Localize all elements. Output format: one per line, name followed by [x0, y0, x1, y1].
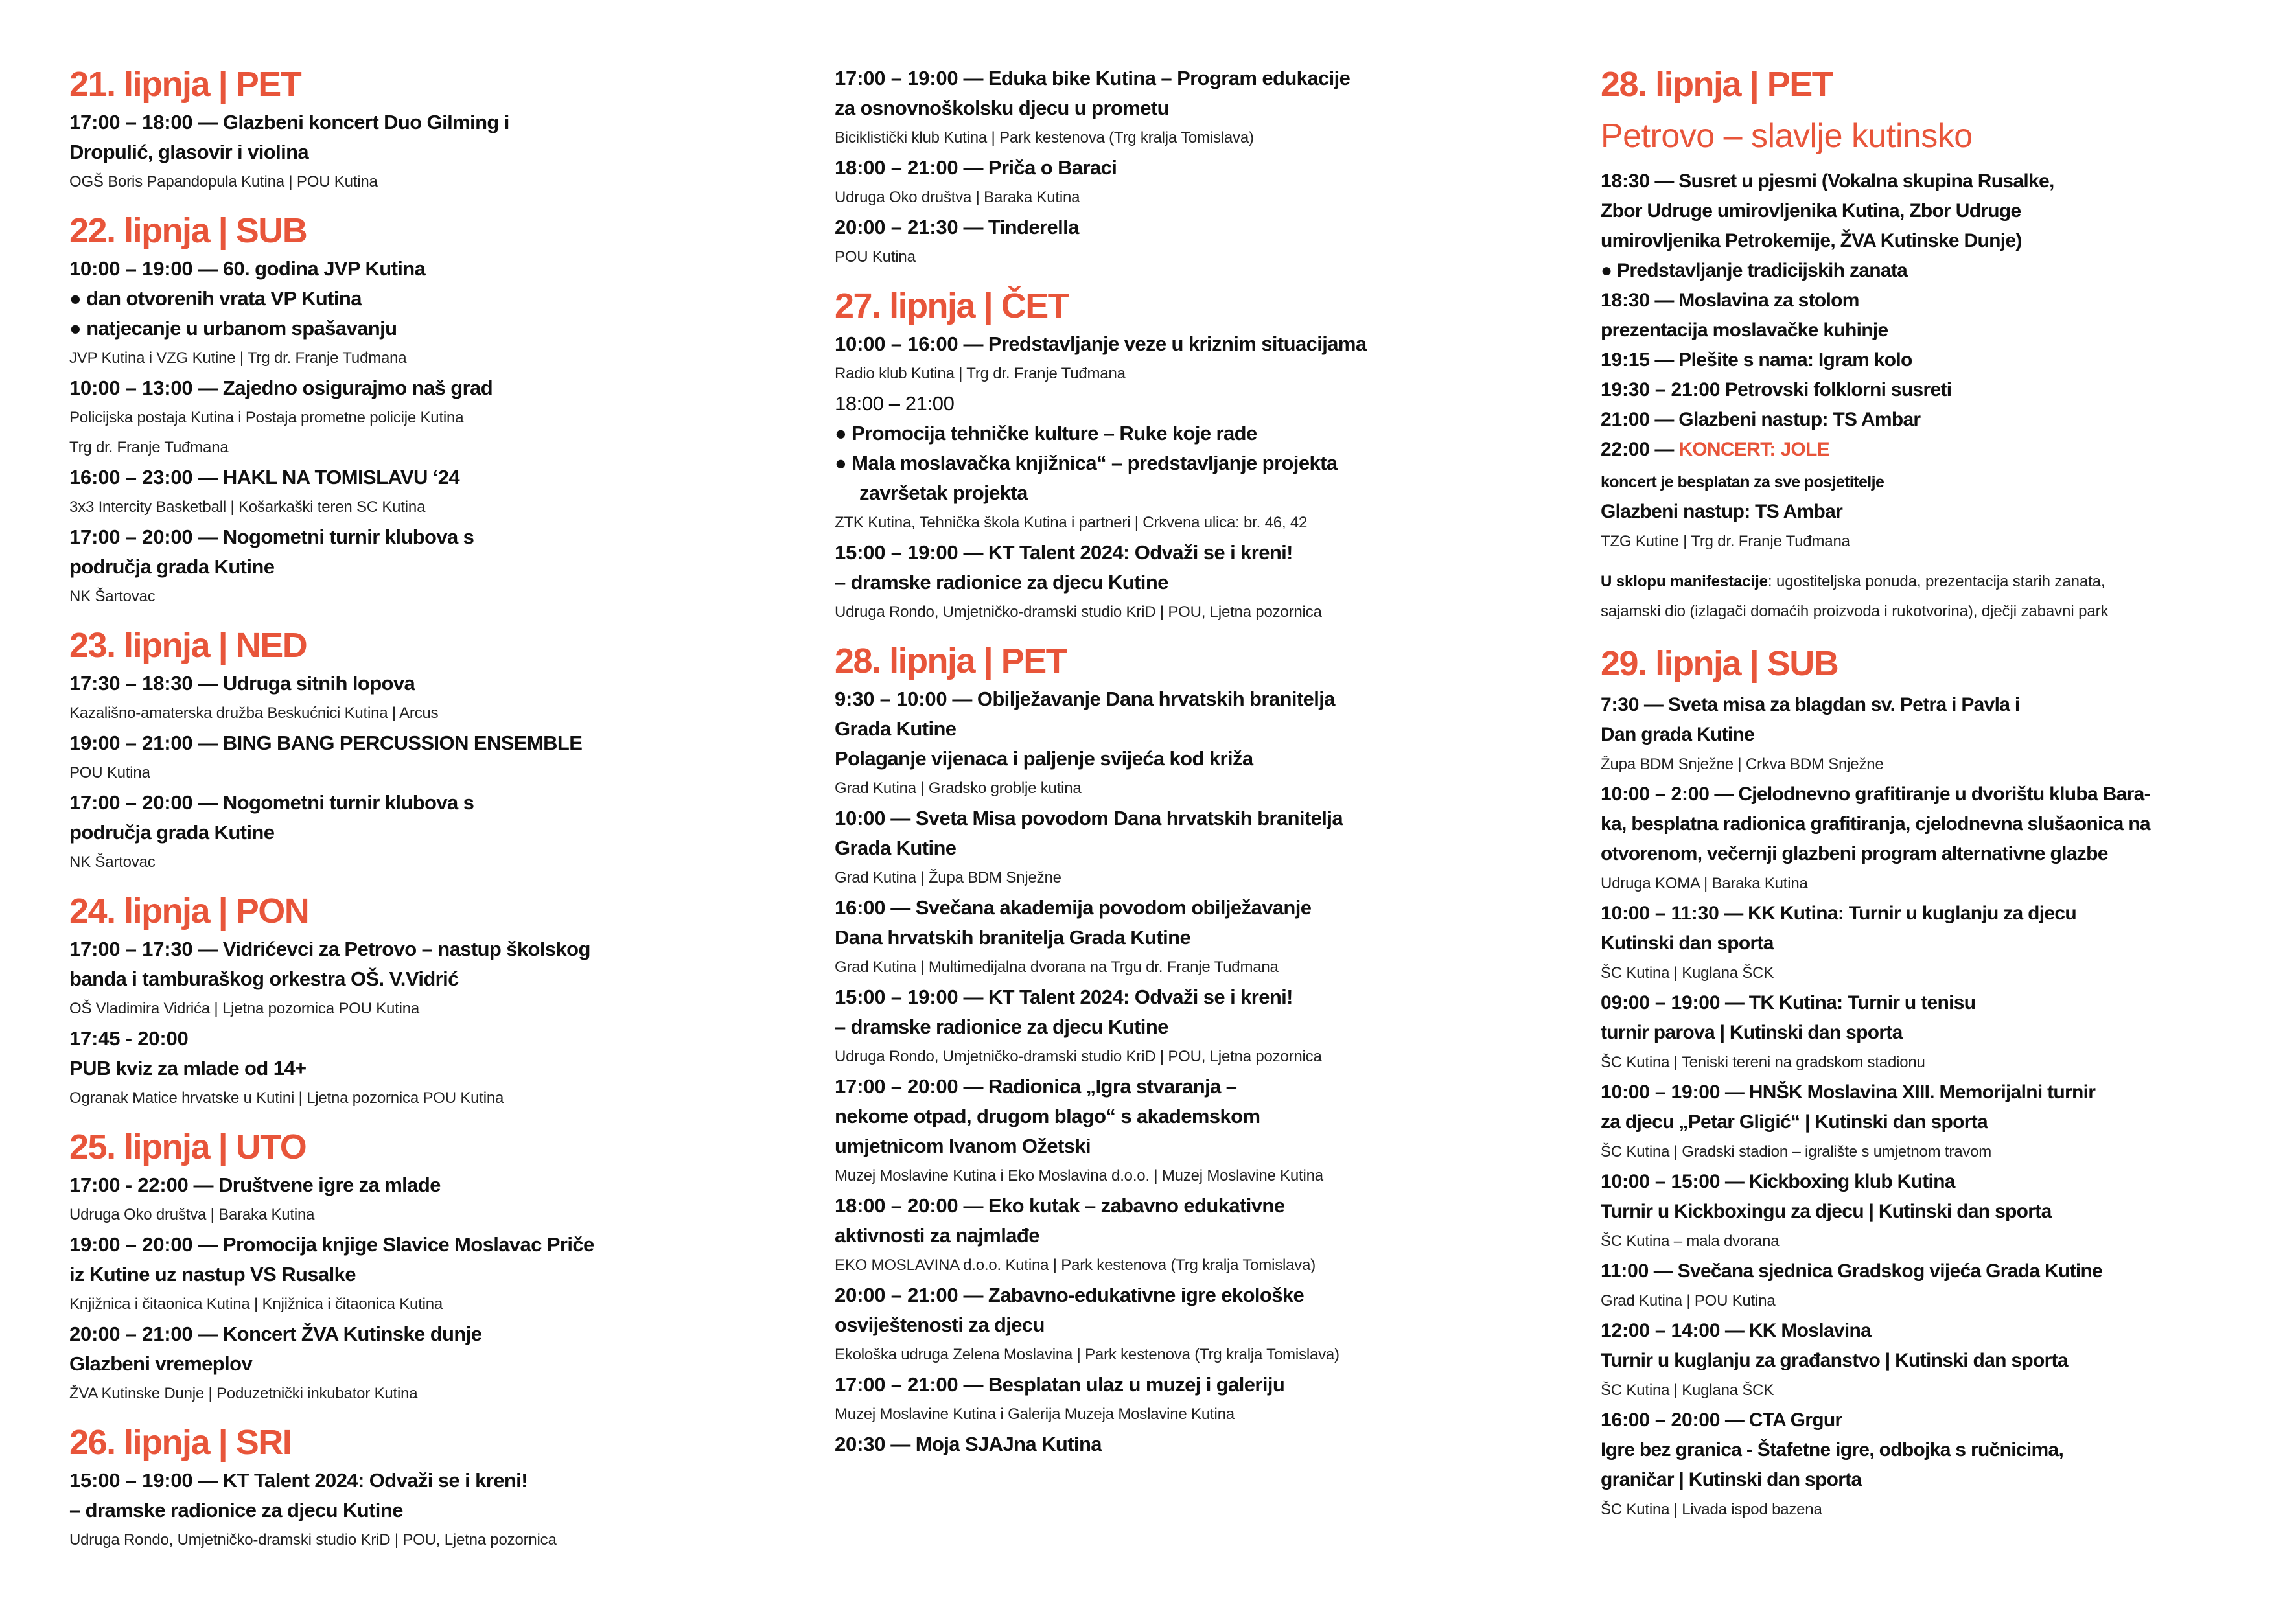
event-time: 19:00 – 20:00 — [69, 1233, 193, 1256]
day-header: 21. lipnja | PET — [69, 65, 301, 104]
event-venue: Muzej Moslavine Kutina i Galerija Muzeja Moslavine Kutina — [835, 1405, 1235, 1423]
event-title-row — [1601, 780, 2291, 809]
event-time: 16:00 — [835, 896, 886, 919]
event-title: — Nogometni turnir klubova s — [192, 791, 474, 814]
event-venue: Grad Kutina | Gradsko groblje kutina — [835, 780, 1082, 797]
event-venue: 3x3 Intercity Basketball | Košarkaški teren SC Kutina — [69, 498, 426, 516]
event-title-row — [69, 934, 802, 964]
event-title-row — [1601, 286, 2291, 316]
schedule-column-right — [1601, 51, 2291, 1525]
event-title-row — [835, 1429, 1567, 1459]
event-title: — HNŠK Moslavina XIII. Memorijalni turnir — [1720, 1081, 2096, 1103]
event-title: — Susret u pjesmi (Vokalna skupina Rusalke, — [1649, 170, 2054, 192]
event-title-row — [69, 1230, 802, 1260]
event-description: ● natjecanje u urbanom spašavanju — [69, 317, 397, 340]
event-time: 21:00 — [1601, 409, 1650, 430]
event-title-row — [1601, 690, 2291, 720]
event-description: Polaganje vijenaca i paljenje svijeća kod križa — [835, 747, 1253, 770]
event-title-row — [69, 1170, 802, 1200]
event-title-row — [69, 463, 802, 492]
event-venue: Policijska postaja Kutina i Postaja prometne policije Kutina — [69, 409, 464, 426]
day-header: 26. lipnja | SRI — [69, 1423, 292, 1462]
event-title-row — [835, 804, 1567, 833]
event-venue: OŠ Vladimira Vidrića | Ljetna pozornica POU Kutina — [69, 1000, 420, 1017]
event-time: 16:00 – 23:00 — [69, 466, 193, 489]
event-title-row — [69, 1466, 802, 1496]
event-venue: Župa BDM Snježne | Crkva BDM Snježne — [1601, 756, 1884, 773]
day-header: 22. lipnja | SUB — [69, 211, 307, 250]
event-title-row — [1601, 1405, 2291, 1435]
event-title: — Kickboxing klub Kutina — [1720, 1171, 1955, 1192]
event-title: — Glazbeni koncert Duo Gilming i — [192, 111, 509, 133]
event-title-row — [69, 522, 802, 552]
event-description: iz Kutine uz nastup VS Rusalke — [69, 1263, 356, 1286]
event-title: — Cjelodnevno grafitiranje u dvorištu kluba Bara- — [1709, 783, 2150, 805]
event-title-row — [69, 1319, 802, 1349]
event-title: — Društvene igre za mlade — [188, 1173, 441, 1196]
event-description: turnir parova | Kutinski dan sporta — [1601, 1022, 1903, 1043]
event-description: prezentacija moslavačke kuhinje — [1601, 319, 1888, 341]
day-header: 28. lipnja | PET — [1601, 65, 1833, 104]
event-title-row — [835, 893, 1567, 923]
event-description: ● Predstavljanje tradicijskih zanata — [1601, 260, 1908, 281]
event-time: 22:00 — [1601, 439, 1650, 460]
event-title-row — [1601, 1078, 2291, 1107]
event-venue: EKO MOSLAVINA d.o.o. Kutina | Park kestenova (Trg kralja Tomislava) — [835, 1256, 1316, 1274]
event-venue: Knjižnica i čitaonica Kutina | Knjižnica i čitaonica Kutina — [69, 1295, 443, 1313]
event-description: PUB kviz za mlade od 14+ — [69, 1057, 307, 1080]
schedule-column-left — [69, 51, 802, 1555]
event-venue: NK Šartovac — [69, 853, 156, 871]
event-title-row — [1601, 1316, 2291, 1346]
manifestation-note: sajamski dio (izlagači domaćih proizvoda i rukotvorina), dječji zabavni park — [1601, 603, 2109, 620]
event-venue: POU Kutina — [69, 764, 150, 781]
event-description: aktivnosti za najmlađe — [835, 1224, 1039, 1247]
event-description: – dramske radionice za djecu Kutine — [835, 1015, 1168, 1038]
event-title-row — [1601, 988, 2291, 1018]
event-time: 10:00 — [835, 807, 886, 829]
event-description: osviještenosti za djecu — [835, 1313, 1045, 1336]
event-time: 20:00 – 21:00 — [835, 1284, 958, 1306]
event-venue: Udruga Rondo, Umjetničko-dramski studio KriD | POU, Ljetna pozornica — [835, 603, 1322, 621]
event-time: 17:00 – 20:00 — [69, 791, 193, 814]
event-title: — KT Talent 2024: Odvaži se i kreni! — [958, 986, 1293, 1008]
event-time: 18:00 – 21:00 — [835, 156, 958, 179]
event-title: — Eduka bike Kutina – Program edukacije — [958, 67, 1351, 89]
event-venue: ŽVA Kutinske Dunje | Poduzetnički inkubator Kutina — [69, 1385, 418, 1402]
event-title-row — [835, 684, 1567, 714]
event-description: Kutinski dan sporta — [1601, 932, 1774, 954]
event-venue: ŠC Kutina | Teniski tereni na gradskom stadionu — [1601, 1054, 1925, 1071]
event-description: umirovljenika Petrokemije, ŽVA Kutinske Dunje) — [1601, 230, 2022, 251]
event-time: 18:30 — [1601, 170, 1650, 192]
event-venue: Ogranak Matice hrvatske u Kutini | Ljetna pozornica POU Kutina — [69, 1089, 504, 1107]
event-title-row — [69, 254, 802, 284]
event-time: 10:00 – 11:30 — [1601, 903, 1719, 924]
event-title-row — [835, 538, 1567, 568]
event-title-row — [69, 108, 802, 137]
event-time: 10:00 – 19:00 — [1601, 1081, 1721, 1103]
event-description: Dropulić, glasovir i violina — [69, 141, 309, 163]
event-time: 20:00 – 21:00 — [69, 1323, 193, 1345]
event-venue: Udruga Rondo, Umjetničko-dramski studio KriD | POU, Ljetna pozornica — [69, 1531, 557, 1549]
event-venue: Grad Kutina | Župa BDM Snježne — [835, 869, 1061, 886]
event-description: banda i tamburaškog orkestra OŠ. V.Vidrić — [69, 967, 459, 990]
event-time: 18:30 — [1601, 290, 1650, 311]
schedule-column-middle — [835, 64, 1567, 1459]
event-title: — Vidrićevci za Petrovo – nastup školskog — [192, 938, 590, 960]
event-title: — KT Talent 2024: Odvaži se i kreni! — [958, 541, 1293, 564]
event-title-row — [835, 1370, 1567, 1400]
event-venue: NK Šartovac — [69, 588, 156, 605]
event-title: — — [1649, 439, 1679, 460]
event-venue: POU Kutina — [835, 248, 916, 266]
event-venue: ŠC Kutina – mala dvorana — [1601, 1232, 1780, 1250]
event-description: – dramske radionice za djecu Kutine — [69, 1499, 403, 1521]
event-time: 15:00 – 19:00 — [835, 986, 958, 1008]
event-title-row — [1601, 405, 2291, 435]
day-header: 28. lipnja | PET — [835, 642, 1067, 680]
event-venue: TZG Kutine | Trg dr. Franje Tuđmana — [1601, 533, 1850, 550]
event-time: 10:00 – 16:00 — [835, 332, 958, 355]
event-description: ● Promocija tehničke kulture – Ruke koje rade — [835, 422, 1257, 445]
event-time: 16:00 – 20:00 — [1601, 1409, 1721, 1431]
event-title-row — [69, 728, 802, 758]
event-description: Turnir u kuglanju za građanstvo | Kutinski dan sporta — [1601, 1350, 2068, 1371]
event-time: 18:00 – 21:00 — [835, 392, 955, 415]
event-title: — 60. godina JVP Kutina — [192, 257, 426, 280]
event-venue: Biciklistički klub Kutina | Park kestenova (Trg kralja Tomislava) — [835, 129, 1254, 146]
event-description: graničar | Kutinski dan sporta — [1601, 1469, 1862, 1490]
event-venue: ŠC Kutina | Kuglana ŠCK — [1601, 964, 1774, 982]
event-title-row — [1601, 899, 2291, 929]
event-title: — Sveta misa za blagdan sv. Petra i Pavla i — [1639, 694, 2020, 715]
event-venue: ŠC Kutina | Livada ispod bazena — [1601, 1501, 1822, 1518]
event-description: umjetnicom Ivanom Ožetski — [835, 1135, 1091, 1157]
event-time: 17:00 – 20:00 — [69, 526, 193, 548]
event-title: — Sveta Misa povodom Dana hrvatskih branitelja — [885, 807, 1343, 829]
event-title-row — [69, 373, 802, 403]
event-description: Glazbeni vremeplov — [69, 1352, 253, 1375]
event-title-row — [835, 1191, 1567, 1221]
event-venue: Grad Kutina | POU Kutina — [1601, 1292, 1776, 1310]
event-time: 19:15 — [1601, 349, 1650, 371]
event-title: — Obilježavanje Dana hrvatskih branitelja — [947, 688, 1335, 710]
day-header: 29. lipnja | SUB — [1601, 644, 1838, 683]
event-title-row — [835, 1280, 1567, 1310]
event-venue: JVP Kutina i VZG Kutine | Trg dr. Franje Tuđmana — [69, 349, 407, 367]
event-title: — TK Kutina: Turnir u tenisu — [1720, 992, 1976, 1013]
event-time: 19:00 – 21:00 — [69, 732, 193, 754]
event-description: otvorenom, večernji glazbeni program alternativne glazbe — [1601, 843, 2108, 864]
event-time: 12:00 – 14:00 — [1601, 1320, 1721, 1341]
event-title-row — [1601, 1167, 2291, 1197]
event-title: — Svečana sjednica Gradskog vijeća Grada Kutine — [1649, 1260, 2103, 1282]
event-venue: Udruga KOMA | Baraka Kutina — [1601, 875, 1808, 892]
event-title: — KK Kutina: Turnir u kuglanju za djecu — [1719, 903, 2077, 924]
event-title: — Moslavina za stolom — [1649, 290, 1859, 311]
event-description: ● Mala moslavačka knjižnica“ – predstavljanje projekta — [835, 452, 1338, 474]
event-time: 17:00 – 17:30 — [69, 938, 193, 960]
event-time: 17:00 – 21:00 — [835, 1373, 958, 1396]
event-time: 17:00 – 18:00 — [69, 111, 193, 133]
event-description: Dan grada Kutine — [1601, 724, 1755, 745]
event-title-row — [835, 1072, 1567, 1102]
event-time: 17:00 - 22:00 — [69, 1173, 189, 1196]
event-title: — Koncert ŽVA Kutinske dunje — [192, 1323, 482, 1345]
event-title-row — [1601, 167, 2291, 196]
event-venue: Radio klub Kutina | Trg dr. Franje Tuđmana — [835, 365, 1126, 382]
event-description: ka, besplatna radionica grafitiranja, cjelodnevna slušaonica na — [1601, 813, 2150, 835]
event-title-row — [835, 153, 1567, 183]
event-venue: ZTK Kutina, Tehnička škola Kutina i partneri | Crkvena ulica: br. 46, 42 — [835, 514, 1308, 531]
event-title: — Eko kutak – zabavno edukativne — [958, 1194, 1285, 1217]
event-time: 17:00 – 20:00 — [835, 1075, 958, 1098]
event-title-row — [835, 64, 1567, 93]
event-highlight: KONCERT: JOLE — [1678, 439, 1829, 460]
event-description: Grada Kutine — [835, 717, 957, 740]
event-time: 10:00 – 15:00 — [1601, 1171, 1721, 1192]
event-venue: Trg dr. Franje Tuđmana — [69, 439, 229, 456]
event-description: Glazbeni nastup: TS Ambar — [1601, 501, 1843, 522]
event-title: — Tinderella — [958, 216, 1079, 238]
event-time: 09:00 – 19:00 — [1601, 992, 1721, 1013]
event-description: područja grada Kutine — [69, 555, 275, 578]
event-title: — Nogometni turnir klubova s — [192, 526, 474, 548]
event-title: — Plešite s nama: Igram kolo — [1649, 349, 1912, 371]
event-description: – dramske radionice za djecu Kutine — [835, 571, 1168, 594]
event-time: 18:00 – 20:00 — [835, 1194, 958, 1217]
event-title: — KK Moslavina — [1720, 1320, 1872, 1341]
event-time: 20:30 — [835, 1433, 886, 1455]
event-time: 15:00 – 19:00 — [835, 541, 958, 564]
event-title-row — [835, 982, 1567, 1012]
event-time: 19:30 – 21:00 — [1601, 379, 1721, 400]
event-title: — KT Talent 2024: Odvaži se i kreni! — [192, 1469, 528, 1492]
event-description: nekome otpad, drugom blago“ s akademskom — [835, 1105, 1260, 1127]
event-title: — Glazbeni nastup: TS Ambar — [1649, 409, 1921, 430]
event-title: — Radionica „Igra stvaranja – — [958, 1075, 1237, 1098]
event-description: za osnovnoškolsku djecu u prometu — [835, 97, 1169, 119]
event-title: — Predstavljanje veze u kriznim situacijama — [958, 332, 1367, 355]
event-remark: koncert je besplatan za sve posjetitelje — [1601, 473, 1884, 491]
event-title: — HAKL NA TOMISLAVU ‘24 — [192, 466, 460, 489]
event-title: — Zajedno osigurajmo naš grad — [192, 376, 493, 399]
event-title-row — [69, 788, 802, 818]
day-header: 24. lipnja | PON — [69, 892, 309, 931]
event-time: 17:00 – 19:00 — [835, 67, 958, 89]
note-text: : ugostiteljska ponuda, prezentacija starih zanata, — [1767, 573, 2105, 590]
event-description: Turnir u Kickboxingu za djecu | Kutinski dan sporta — [1601, 1201, 2052, 1222]
event-time: 20:00 – 21:30 — [835, 216, 958, 238]
day-header: 25. lipnja | UTO — [69, 1127, 307, 1166]
event-title: — Svečana akademija povodom obilježavanje — [885, 896, 1312, 919]
event-title: — Promocija knjige Slavice Moslavac Priče — [192, 1233, 594, 1256]
event-venue: Udruga Rondo, Umjetničko-dramski studio KriD | POU, Ljetna pozornica — [835, 1048, 1322, 1065]
event-time: 17:45 - 20:00 — [69, 1027, 189, 1050]
event-title-row — [835, 329, 1567, 359]
event-title: — Zabavno-edukativne igre ekološke — [958, 1284, 1305, 1306]
event-title: — Priča o Baraci — [958, 156, 1117, 179]
event-title: — Moja SJAJna Kutina — [885, 1433, 1102, 1455]
event-venue: Udruga Oko društva | Baraka Kutina — [69, 1206, 315, 1223]
day-header: 27. lipnja | ČET — [835, 286, 1069, 325]
event-time: 10:00 – 19:00 — [69, 257, 193, 280]
event-venue: Muzej Moslavine Kutina i Eko Moslavina d.o.o. | Muzej Moslavine Kutina — [835, 1167, 1323, 1185]
event-title-row — [1601, 1256, 2291, 1286]
event-time: 15:00 – 19:00 — [69, 1469, 193, 1492]
event-time: 10:00 – 2:00 — [1601, 783, 1710, 805]
event-description: završetak projekta — [859, 481, 1028, 504]
event-title: — Udruga sitnih lopova — [192, 672, 415, 695]
note-label: U sklopu manifestacije — [1601, 573, 1768, 590]
event-title: — Besplatan ulaz u muzej i galeriju — [958, 1373, 1285, 1396]
event-description: Igre bez granica - Štafetne igre, odbojka s ručnicima, — [1601, 1439, 2064, 1461]
manifestation-note — [1601, 567, 2291, 597]
event-title-row — [1601, 435, 2291, 465]
event-title-row — [1601, 375, 2291, 405]
event-venue: Grad Kutina | Multimedijalna dvorana na Trgu dr. Franje Tuđmana — [835, 958, 1279, 976]
event-title-row — [69, 1024, 802, 1054]
event-description: Grada Kutine — [835, 837, 957, 859]
event-venue: ŠC Kutina | Kuglana ŠCK — [1601, 1382, 1774, 1399]
event-description: područja grada Kutine — [69, 821, 275, 844]
event-title-row — [69, 669, 802, 699]
event-venue: ŠC Kutina | Gradski stadion – igralište s umjetnom travom — [1601, 1143, 1992, 1161]
event-title: — BING BANG PERCUSSION ENSEMBLE — [192, 732, 583, 754]
event-title: Petrovski folklorni susreti — [1720, 379, 1952, 400]
event-time: 10:00 – 13:00 — [69, 376, 193, 399]
event-title: — CTA Grgur — [1720, 1409, 1842, 1431]
event-venue: Ekološka udruga Zelena Moslavina | Park kestenova (Trg kralja Tomislava) — [835, 1346, 1339, 1363]
event-title-row — [1601, 345, 2291, 375]
event-title-row — [835, 213, 1567, 242]
event-time: 11:00 — [1601, 1260, 1649, 1282]
event-time: 7:30 — [1601, 694, 1640, 715]
event-venue: Kazališno-amaterska družba Beskućnici Kutina | Arcus — [69, 704, 439, 722]
event-description: za djecu „Petar Gligić“ | Kutinski dan sporta — [1601, 1111, 1988, 1133]
festival-subtitle: Petrovo – slavlje kutinsko — [1601, 117, 1973, 155]
event-description: ● dan otvorenih vrata VP Kutina — [69, 287, 362, 310]
event-description: Zbor Udruge umirovljenika Kutina, Zbor Udruge — [1601, 200, 2021, 222]
event-time: 9:30 – 10:00 — [835, 688, 947, 710]
event-time: 17:30 – 18:30 — [69, 672, 193, 695]
event-venue: OGŠ Boris Papandopula Kutina | POU Kutina — [69, 173, 378, 191]
event-venue: Udruga Oko društva | Baraka Kutina — [835, 189, 1080, 206]
day-header: 23. lipnja | NED — [69, 626, 307, 665]
event-description: Dana hrvatskih branitelja Grada Kutine — [835, 926, 1191, 949]
